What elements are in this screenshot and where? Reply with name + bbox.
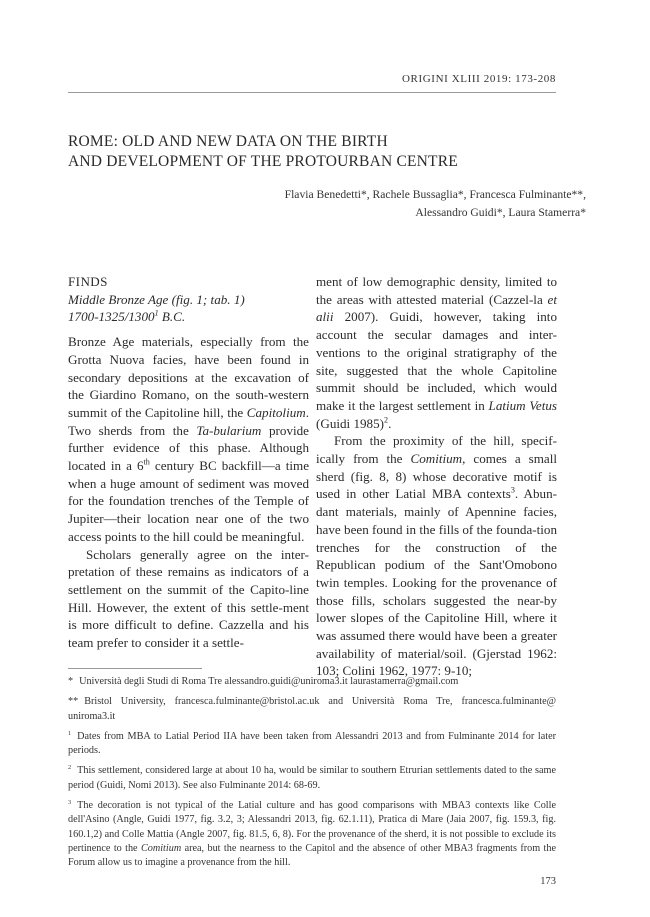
body-column-left — [68, 273, 309, 652]
section-heading: FINDS — [68, 274, 108, 289]
header-rule — [68, 92, 556, 93]
title-line-2: AND DEVELOPMENT OF THE PROTOURBAN CENTRE — [68, 153, 458, 170]
body-column-right — [316, 273, 557, 680]
authors-line-1: Flavia Benedetti*, Rachele Bussaglia*, Francesca Fulminante**, — [284, 188, 586, 201]
running-header: ORIGINI XLIII 2019: 173-208 — [402, 73, 556, 85]
subheading-dates: 1700-1325/1300$^1$ B.C. — [68, 309, 186, 325]
subheading-period: Middle Bronze Age (fig. 1; tab. 1) — [68, 291, 245, 307]
title-line-1: ROME: OLD AND NEW DATA ON THE BIRTH — [68, 133, 388, 150]
paragraph: Scholars generally agree on the inter-pretation of these remains as indicators of a settlement on the summit of the Capito-line Hill. However, the extent of this settle-ment is more difficult to define. Cazzella and his team prefer to consider it a settle- — [68, 546, 309, 651]
paragraph: From the proximity of the hill, specif-ically from the Comitium, comes a small sherd (fig. 8, 8) whose decorative motif is used in other Latial MBA contexts$^3$. Abun-dant materials, mainly of Apennine facies, have been found in the fills of the founda-tion trenches for the construction of the Republican podium of the Sant'Omobono twin temples. Looking for the provenance of those fills, scholars suggested the near-by lower slopes of the Capitoline Hill, where it was assumed there would have been a greater availability of material/soil. (Gjerstad 1962: 103; Colini 1962, 1977: 9-10; — [316, 433, 557, 679]
page-number: 173 — [540, 876, 556, 887]
author-list — [146, 186, 586, 222]
subheading-figure-ref[interactable]: fig. 1; tab. 1 — [176, 291, 241, 307]
paragraph: ment of low demographic density, limited to the areas with attested material (Cazzel-la et alii 2007). Guidi, however, taking into account the secular damages and inter-ventions to the original stratigraphy of the site, suggested that the whole Capitoline summit should be included, which would make it the largest settlement in Latium Vetus (Guidi 1985)$^2$. — [316, 274, 557, 431]
footnote-ref-2[interactable]: 2 — [384, 415, 389, 425]
footnote-ref-1[interactable]: 1 — [154, 309, 159, 319]
footnote-ref-3[interactable]: 3 — [510, 486, 515, 496]
article-title — [68, 132, 558, 172]
footnotes — [68, 675, 556, 877]
footnote-affiliation-2: ** Bristol University, francesca.fulminante@bristol.ac.uk and Università Roma Tre, francesca.fulminante@ uniroma3.it — [68, 696, 556, 722]
footnote-affiliation-1: * Università degli Studi di Roma Tre alessandro.guidi@uniroma3.it laurastamerra@gmail.com — [68, 676, 459, 687]
authors-line-2: Alessandro Guidi*, Laura Stamerra* — [415, 206, 586, 219]
section-subheading — [68, 291, 309, 326]
paragraph: Bronze Age materials, especially from the Grotta Nuova facies, have been found in secondary depositions at the excavation of the Giardino Romano, on the south-western summit of the Capitoline hill, the Capitolium. Two sherds from the Ta-bularium provide further evidence of this phase. Although located in a 6th century BC backfill—a time when a huge amount of sediment was moved for the foundation trenches of the Temple of Jupiter—their location near one of the two access points to the hill could be meaningful. — [68, 334, 310, 544]
footnote-rule — [68, 668, 202, 669]
footnote-3: $^3$ The decoration is not typical of the Latial culture and has good comparisons with MBA3 contexts like Colle dell'Asino (Angle, Guidi 1977, fig. 3.2, 3; Alessandri 2013, fig. 62.1.11), Pratica di Mare (Jaia 2007, fig. 159.3, fig. 160.1,2) and Colle Mattia (Angle 2007, fig. 81.5, 6, 8). For the provenance of the sherd, it is not possible to exclude its pertinence to the Comitium area, but the nearness to the Capitol and the absence of other MBA3 fragments from the Forum allow us to imagine a provenance from the hill. — [68, 798, 556, 869]
footnote-1: $^1$ Dates from MBA to Latial Period IIA have been taken from Alessandri 2013 and from Fulminante 2014 for later periods. — [68, 729, 556, 757]
footnote-2: $^2$ This settlement, considered large at about 10 ha, would be similar to southern Etrurian settlements dated to the same period (Guidi, Nomi 2013). See also Fulminante 2014: 68-69. — [68, 764, 556, 791]
